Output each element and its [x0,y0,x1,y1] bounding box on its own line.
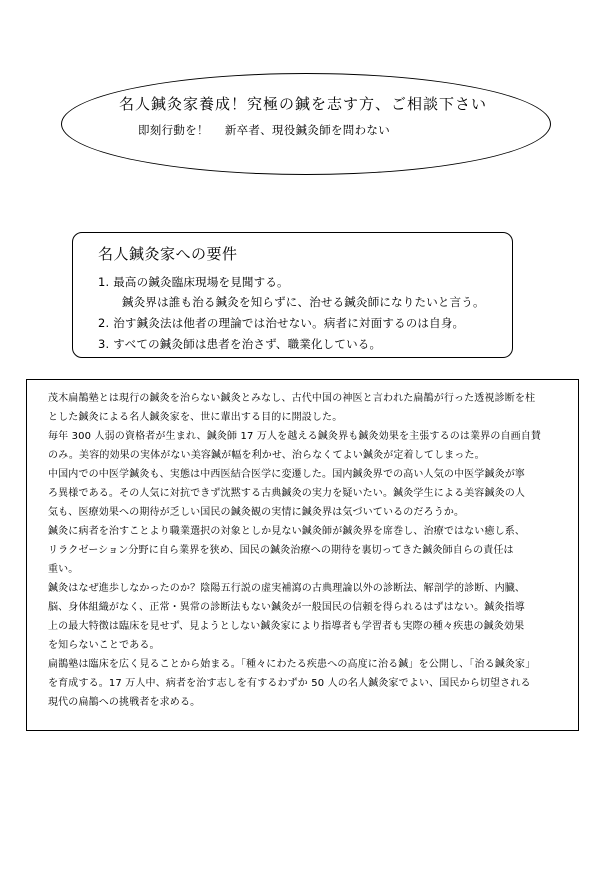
requirement-text: すべての鍼灸師は患者を治さず、職業化している。 [113,337,382,351]
banner-subtitle-right: 新卒者、現役鍼灸師を問わない [224,123,391,137]
requirement-number: 1. [98,275,110,289]
requirement-item-3 [98,336,381,352]
requirement-item-1-detail [122,294,485,310]
body-line: を育成する。17 万人中、病者を治す志しを有するわずか 50 人の名人鍼灸家でよい、国民から切望される [48,678,531,689]
body-line: ろ異様である。その人気に対抗できず沈黙する古典鍼灸の実力を疑いたい。鍼灸学生による美容鍼灸の人 [48,488,526,499]
body-line: 中国内での中医学鍼灸も、実態は中西医結合医学に変遷した。国内鍼灸界での高い人気の中医学鍼灸が寧 [48,469,526,480]
headline-banner [61,73,551,175]
requirement-text: 最高の鍼灸臨床現場を見聞する。 [113,275,289,289]
body-line: リラクゼーション分野に自ら業界を狭め、国民の鍼灸治療への期待を裏切ってきた鍼灸師自らの責任は [48,545,514,556]
body-line: を知らないことである。 [48,640,160,651]
body-line: 上の最大特徴は臨床を見せず、見ようとしない鍼灸家により指導者も学習者も実際の種々疾患の鍼灸効果 [48,621,525,632]
requirements-box [72,232,513,358]
requirement-item-2 [98,315,464,331]
requirement-text: 鍼灸界は誰も治る鍼灸を知らずに、治せる鍼灸師になりたいと言う。 [122,295,485,309]
body-line: 重い。 [48,564,79,575]
body-line: 毎年 300 人弱の資格者が生まれ、鍼灸師 17 万人を越える鍼灸界も鍼灸効果を主張するのは業界の自画自賛 [48,431,542,442]
body-line: 脳、身体組織がなく、正常・異常の診断法もない鍼灸が一般国民の信頼を得られるはずはない。鍼灸指導 [48,602,525,613]
banner-subtitle-left: 即刻行動を！ [138,123,209,137]
requirement-number: 3. [98,337,110,351]
body-line: 気も、医療効果への期待が乏しい国民の鍼灸観の実情に鍼灸界は気づいているのだろうか。 [48,507,465,518]
requirement-item-1 [98,274,289,290]
body-line: 扁鵲塾は臨床を広く見ることから始まる。「種々にわたる疾患への高度に治る鍼」を公開し、「治る鍼灸家」 [48,659,536,670]
body-line: 茂木扁鵲塾とは現行の鍼灸を治らない鍼灸とみなし、古代中国の神医と言われた扁鵲が行った透視診断を柱 [48,393,536,404]
body-line: 鍼灸はなぜ進歩しなかったのか？陰陽五行説の虚実補瀉の古典理論以外の診断法、解剖学的診断、内臓、 [48,583,526,594]
body-line: 鍼灸に病者を治すことより職業選択の対象としか見ない鍼灸師が鍼灸界を席巻し、治療ではない癒し系、 [48,526,526,537]
body-line: とした鍼灸による名人鍼灸家を、世に輩出する目的に開設した。 [48,412,343,423]
body-line: のみ。美容的効果の実体がない美容鍼が幅を利かせ、治らなくてよい鍼灸が定着してしまった。 [48,450,485,461]
banner-title: 名人鍼灸家養成！究極の鍼を志す方、ご相談下さい [118,95,487,113]
requirements-title: 名人鍼灸家への要件 [98,245,238,263]
body-text-box [26,379,579,731]
body-line: 現代の扁鵲への挑戦者を求める。 [48,697,201,708]
requirement-text: 治す鍼灸法は他者の理論では治せない。病者に対面するのは自身。 [113,316,465,330]
banner-subtitle [138,122,390,138]
requirement-number: 2. [98,316,110,330]
